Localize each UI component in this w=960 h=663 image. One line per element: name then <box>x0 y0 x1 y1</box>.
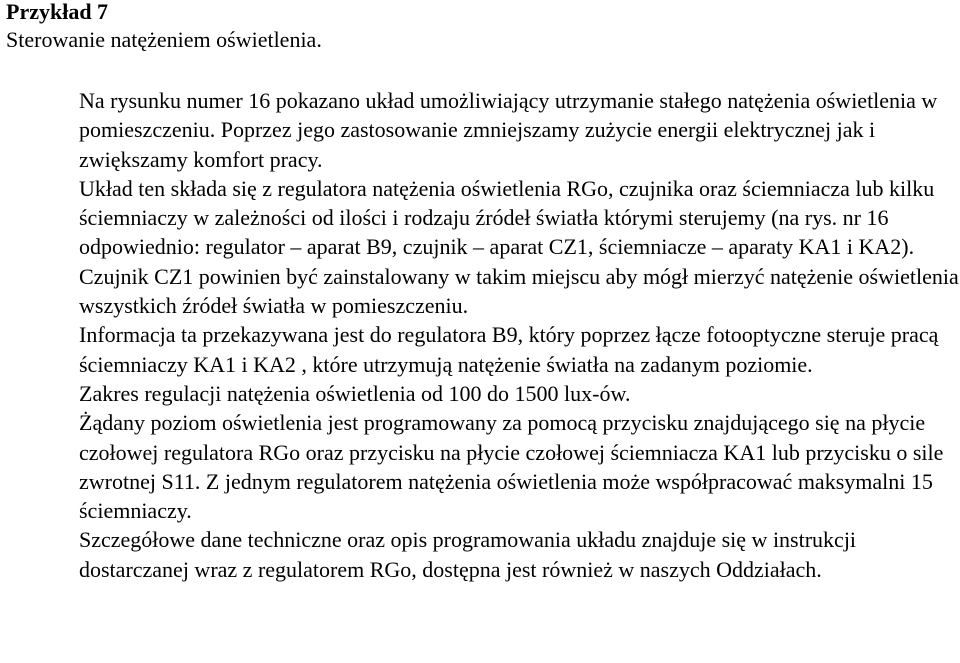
example-subtitle: Sterowanie natężeniem oświetlenia. <box>6 27 322 52</box>
paragraph-intro: Na rysunku numer 16 pokazano układ umożliwiający utrzymanie stałego natężenia oświetlenia w pomieszczeniu. Poprzez jego zastosowanie zmniejszamy zużycie energii elektrycznej jak i zwiększamy komfort pracy. <box>79 88 938 172</box>
example-title: Przykład 7 <box>6 0 109 24</box>
paragraph-system-components: Układ ten składa się z regulatora natężenia oświetlenia RGo, czujnika oraz ściemniacza lub kilku ściemniaczy w zależności od ilości i rodzaju źródeł światła którymi sterujemy (na rys. nr 16 odpowiednio: regulator – aparat B9, czujnik – aparat CZ1, ściemniacze – aparaty KA1 i KA2). <box>79 175 935 260</box>
paragraph-regulator-operation: Informacja ta przekazywana jest do regulatora B9, który poprzez łącze fotooptyczne steruje pracą ściemniaczy KA1 i KA2 , które utrzymują natężenie światła na zadanym poziomie. <box>79 322 939 377</box>
paragraph-programming: Żądany poziom oświetlenia jest programowany za pomocą przycisku znajdującego się na płycie czołowej regulatora RGo oraz przycisku na płycie czołowej ściemniacza KA1 lub przycisku o sile zwrotnej S11. Z jednym regulatorem natężenia oświetlenia może współpracować maksymalni 15 ściemniaczy. <box>79 410 944 524</box>
paragraph-sensor-placement: Czujnik CZ1 powinien być zainstalowany w takim miejscu aby mógł mierzyć natężenie oświetlenia wszystkich źródeł światła w pomieszczeniu. <box>79 263 959 319</box>
paragraph-documentation: Szczegółowe dane techniczne oraz opis programowania układu znajduje się w instrukcji dostarczanej wraz z regulatorem RGo, dostępna jest również w naszych Oddziałach. <box>79 527 857 582</box>
paragraph-regulation-range: Zakres regulacji natężenia oświetlenia od 100 do 1500 lux-ów. <box>79 380 631 406</box>
document-body <box>79 86 959 584</box>
